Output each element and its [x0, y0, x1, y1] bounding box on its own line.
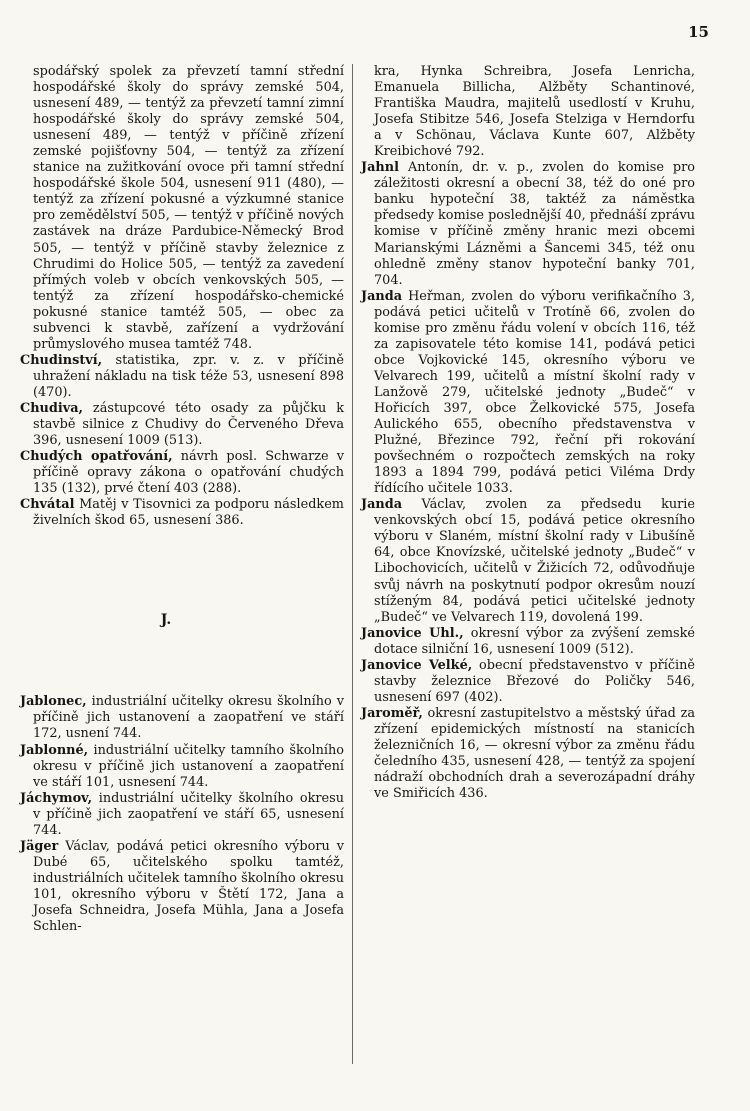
entry-heading: Janda	[361, 497, 403, 513]
entry-heading: Jáchymov,	[20, 790, 93, 806]
entry-text: Heřman, zvolen do výboru verifikačního 3, podává petici učitelů v Trotíně 66, zvolen do komise pro změnu řádu volení v obcích 116, též za zapisovatele této komise 141, podává petici obce Vojkovické 145, okresního výboru ve Velvarech 199, učitelů a místní školní rady v Lanžově 279, učitelské jednoty „Budeč“ v Hořicích 397, obce Želkovické 575, Josefa Aulického 655, obecního představenstva v Plužné, Březince 792, řeční při rokování povšechném o rozpočtech zemských na roky 1893 a 1894 799, podává petici Viléma Drdy řídícího učitele 1033.	[374, 288, 695, 497]
entry-text: okresní zastupitelstvo a městský úřad za zřízení epidemických místností na stanicích železničních 16, — okresní výbor za změnu řádu čeledního 435, usnesení 428, — tentýž za spojení nádraží obchodních drah a severozápadní dráhy ve Smiřicích 436.	[374, 705, 695, 802]
index-entry	[20, 64, 344, 353]
entry-text: Václav, zvolen za předsedu kurie venkovských obcí 15, podává petice okresního výboru v Slaném, místní školní rady v Libušíně 64, obce Knovízské, učitelské jednoty „Budeč“ v Libochovicích, učitelů v Žižicích 72, odůvodňuje svůj návrh na poskytnutí podpor okresům nouzí stíženým 84, podává petici učitelské jednoty „Budeč“ ve Velvarech 119, dovolená 199.	[374, 497, 695, 625]
entry-heading: Chvátal	[20, 497, 75, 513]
index-entry	[361, 289, 695, 498]
entry-text: industriální učitelky tamního školního okresu v příčině jich ustanovení a zaopatření ve stáří 101, usnesení 744.	[33, 742, 344, 790]
entry-heading: Jaroměř,	[361, 705, 423, 721]
entry-heading: Jablonec,	[20, 694, 87, 710]
entry-text: Václav, podává petici okresního výboru v Dubé 65, učitelského spolku tamtéž, industriálních učitelek tamního školního okresu 101, okresního výboru v Štětí 172, Jana a Josefa Schneidra, Josefa Mühla, Jana a Josefa Schlen-	[33, 838, 344, 935]
left-column	[20, 64, 344, 935]
entry-heading: Janovice Velké,	[361, 657, 473, 673]
column-divider	[352, 64, 353, 1064]
entry-heading: Janovice Uhl.,	[361, 625, 464, 641]
entry-text: Matěj v Tisovnici za podporu následkem živelních škod 65, usnesení 386.	[33, 497, 344, 529]
entry-text: statistika, zpr. v. z. v příčině uhražení nákladu na tisk téže 53, usnesení 898 (470).	[33, 352, 344, 400]
entry-text: kra, Hynka Schreibra, Josefa Lenricha, Emanuela Billicha, Alžběty Schantinové, Františka Maudra, majitelů usedlostí v Kruhu, Josefa Stibitze 546, Josefa Stelziga v Herndorfu a v Schönau, Václava Kunte 607, Alžběty Kreibichové 792.	[374, 64, 695, 160]
index-entry	[20, 791, 344, 839]
index-entry	[20, 353, 344, 401]
index-entry	[20, 694, 344, 742]
index-entry	[361, 658, 695, 706]
right-column	[361, 64, 695, 802]
entry-heading: Janda	[361, 288, 403, 304]
section-letter: J.	[160, 612, 172, 629]
entry-text: Antonín, dr. v. p., zvolen do komise pro záležitosti okresní a obecní 38, též do oné pro banku hypoteční 38, taktéž za náměstka předsedy komise poslednější 40, přednáší zprávu komise v příčině změny hranic mezi obcemi Marianskými Lázněmi a Šancemi 345, též onu ohledně změny stanov hypoteční banky 701, 704.	[374, 160, 695, 288]
entry-text: zástupcové této osady za půjčku k stavbě silnice z Chudivy do Červeného Dřeva 396, usnesení 1009 (513).	[33, 400, 344, 449]
entry-heading: Jäger	[20, 838, 59, 854]
index-entry	[20, 497, 344, 529]
entry-text: industriální učitelky okresu školního v příčině jich ustanovení a zaopatření ve stáří 172, usnení 744.	[33, 694, 344, 742]
index-entry	[361, 706, 695, 802]
index-entry	[361, 160, 695, 288]
entry-heading: Chudinství,	[20, 352, 103, 368]
index-entry	[20, 743, 344, 791]
index-entry	[20, 449, 344, 497]
entry-heading: Jahnl	[361, 160, 399, 176]
entry-heading: Chudých opatřování,	[20, 449, 173, 465]
page-number: 15	[688, 23, 709, 41]
index-entry	[20, 839, 344, 935]
entry-heading: Chudiva,	[20, 400, 84, 416]
index-entry	[20, 401, 344, 449]
index-entry	[361, 64, 695, 160]
entry-text: okresní výbor za zvýšení zemské dotace silniční 16, usnesení 1009 (512).	[374, 625, 695, 657]
entry-text: obecní představenstvo v příčině stavby železnice Březové do Poličky 546, usnesení 697 (402).	[374, 657, 695, 705]
entry-text: spodářský spolek za převzetí tamní střední hospodářské školy do správy zemské 504, usnesení 489, — tentýž za převzetí tamní zimní hospodářské školy do správy zemské 504, usnesení 489, — tentýž v příčině zřízení zemské pojišťovny 504, — tentýž za zřízení stanice na zužitkování ovoce při tamní střední hospodářské škole 504, usnesení 911 (480), — tentýž za zřízení pokusné a výzkumné stanice pro zemědělství 505, — tentýž v příčině nových zastávek na dráze Pardubice-Německý Brod 505, — tentýž v příčině stavby železnice z Chrudimi do Holice 505, — tentýž za zavedení přímých voleb v obcích venkovských 505, — tentýž za zřízení hospodářsko-chemické pokusné stanice tamtéž 505, — obec za subvenci k stavbě, zařízení a vydržování průmyslového musea tamtéž 748.	[33, 64, 344, 352]
entry-text: návrh posl. Schwarze v příčině opravy zákona o opatřování chudých 135 (132), prvé čtení 403 (288).	[33, 449, 344, 497]
index-entry	[361, 497, 695, 625]
entry-text: industriální učitelky školního okresu v příčině jich zaopatření ve stáří 65, usnesení 744.	[33, 790, 344, 838]
index-entry	[361, 626, 695, 658]
entry-heading: Jablonné,	[20, 742, 89, 758]
